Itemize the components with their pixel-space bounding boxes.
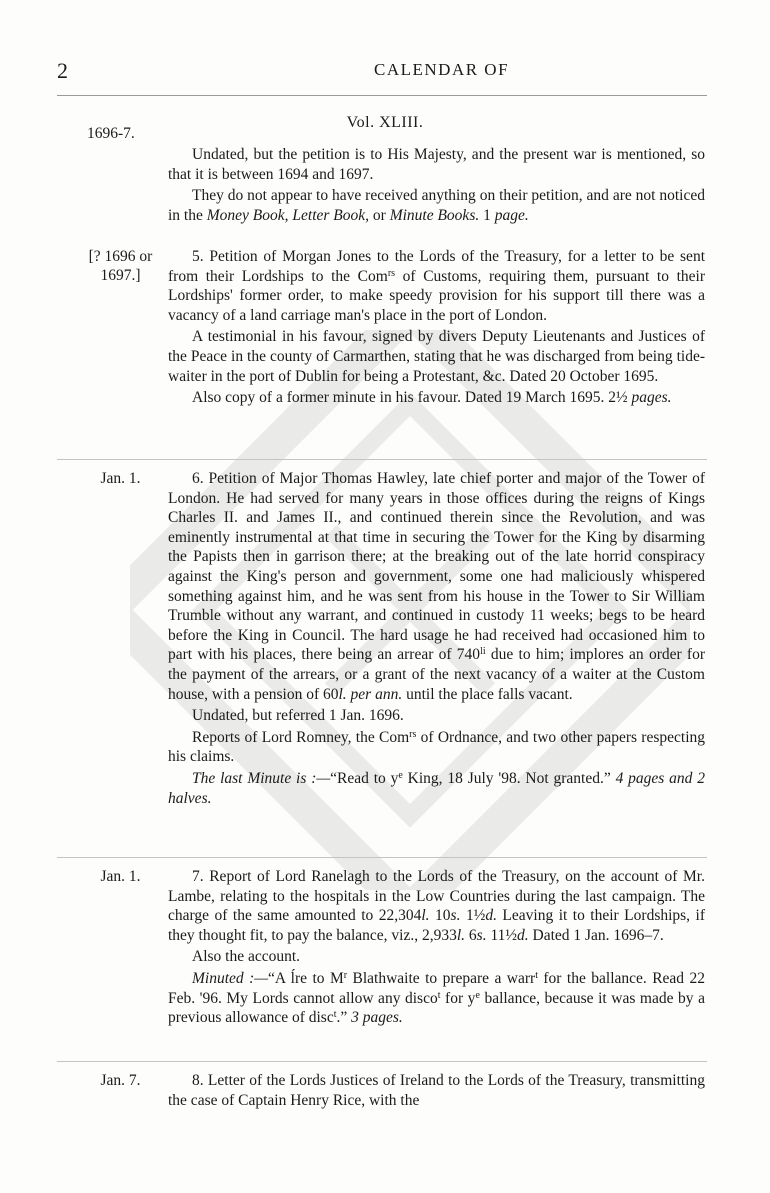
entry-date: [? 1696 or 1697.] <box>88 248 153 284</box>
entry-7 <box>168 867 705 1030</box>
intro-text <box>168 145 705 227</box>
entry-paragraph: 7. Report of Lord Ranelagh to the Lords of the Treasury, on the account of Mr. Lambe, relating to the hospitals in the Low Countries during the last campaign. The charge of the same amounted to 22,304l. 10s. 1½d. Leaving it to their Lordships, if they thought fit, to pay the balance, viz., 2,933l. 6s. 11½d. Dated 1 Jan. 1696–7. <box>168 868 706 944</box>
volume-heading: Vol. XLIII. <box>346 114 424 131</box>
entry-paragraph: A testimonial in his favour, signed by divers Deputy Lieutenants and Justices of the Peace in the county of Carmarthen, stating that he was discharged from being tide-waiter in the port of Dublin for being a Protestant, &c. Dated 20 October 1695. <box>168 328 705 385</box>
intro-paragraph: Undated, but the petition is to His Majesty, and the present war is mentioned, so that it is between 1694 and 1697. <box>168 146 705 183</box>
volume-year: 1696-7. <box>87 125 135 142</box>
entry-paragraph: Also the account. <box>192 948 301 966</box>
entry-paragraph: 8. Letter of the Lords Justices of Ireland to the Lords of the Treasury, transmitting the case of Captain Henry Rice, with the <box>168 1072 705 1109</box>
entry-paragraph: Reports of Lord Romney, the Com$^{rs}$ of Ordnance, and two other papers respecting his claims. <box>168 728 705 766</box>
entry-5 <box>168 247 705 410</box>
entry-separator <box>57 459 707 460</box>
entry-paragraph: 6. Petition of Major Thomas Hawley, late chief porter and major of the Tower of London. He had served for many years in those offices during the reigns of Kings Charles II. and James II., and continued therein since the Revolution, and was eminently instrumental at that time in securing the Tower for the King by disarming the Papists then in garrison there; at the breaking out of the late horrid conspiracy against the King's person and government, some one had maliciously whispered something against him, and he was sent from his house in the Tower to Sir William Trumble without any warrant, and continued in custody 11 weeks; begs to be heard before the King in Council. The hard usage he had received had occasioned him to part with his places, there being an arrear of $740^{li}$ due to him; implores an order for the payment of the arrears, or a grant of the next vacancy of a waiter at the Custom house, with a pension of 60l. per ann. until the place falls vacant. <box>168 470 705 703</box>
entry-paragraph: 5. Petition of Morgan Jones to the Lords of the Treasury, for a letter to be sent from their Lordships to the Com$^{rs}$ of Customs, requiring them, pursuant to their Lordships' former order, to make speedy provision for his support till there was a vacancy of a land carriage man's place in the port of London. <box>168 248 706 324</box>
entry-separator <box>57 1061 707 1062</box>
page-header <box>0 58 770 88</box>
entry-date: Jan. 1. <box>100 868 141 885</box>
page-number: 2 <box>57 58 68 83</box>
entry-paragraph: Minuted :—“A ĺre to $M^r$ Blathwaite to prepare a warr$^t$ for the ballance. Read 22 Feb. '96. My Lords cannot allow any disco$^t$ for $y^e$ ballance, because it was made by a previous allowance of disc$^t$.” 3 pages. <box>168 969 705 1027</box>
entry-date: Jan. 1. <box>100 470 141 487</box>
intro-paragraph: They do not appear to have received anything on their petition, and are not noticed in the Money Book, Letter Book, or Minute Books. 1 page. <box>168 187 705 224</box>
entry-separator <box>57 857 707 858</box>
entry-date: Jan. 7. <box>100 1072 141 1089</box>
entry-6 <box>168 469 705 810</box>
entry-paragraph: Also copy of a former minute in his favour. Dated 19 March 1695. 2½ pages. <box>192 389 672 407</box>
entry-paragraph: Undated, but referred 1 Jan. 1696. <box>192 707 404 725</box>
entry-paragraph: The last Minute is :—“Read to $y^e$ King, 18 July '98. Not granted.” 4 pages and 2 halves. <box>168 769 705 807</box>
entry-8 <box>168 1071 705 1112</box>
header-rule <box>57 95 707 96</box>
running-title: CALENDAR OF <box>374 60 510 79</box>
